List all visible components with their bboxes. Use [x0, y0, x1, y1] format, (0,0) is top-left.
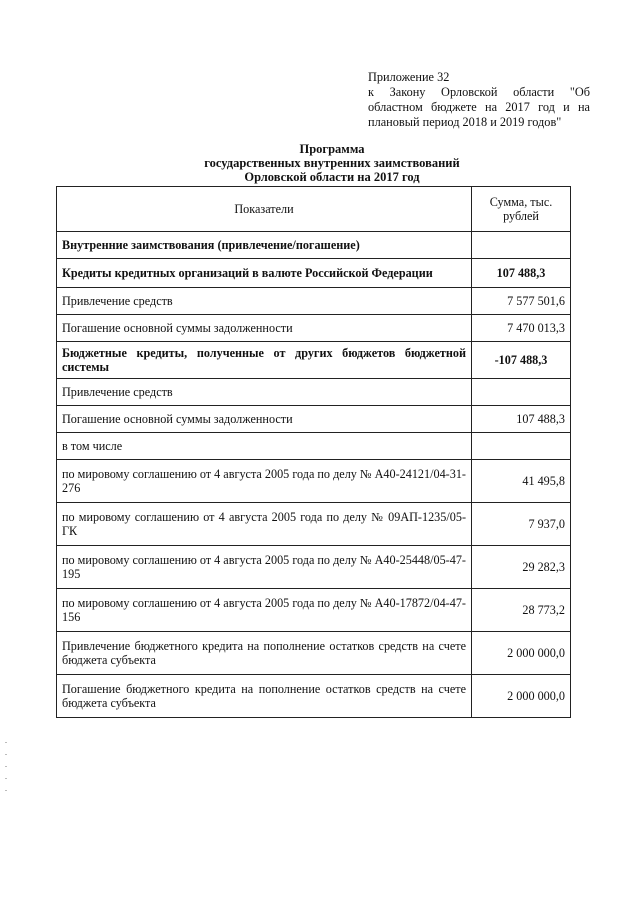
row-value: 107 488,3 — [472, 259, 571, 288]
title-line-3: Орловской области на 2017 год — [244, 170, 420, 184]
row-label: по мировому соглашению от 4 августа 2005 года по делу № А40-17872/04-47-156 — [57, 589, 472, 632]
row-value: 2 000 000,0 — [472, 632, 571, 675]
row-value — [472, 232, 571, 259]
row-label: по мировому соглашению от 4 августа 2005 года по делу № А40-25448/05-47-195 — [57, 546, 472, 589]
table-row — [57, 546, 571, 589]
row-value: 28 773,2 — [472, 589, 571, 632]
row-label: Привлечение бюджетного кредита на пополнение остатков средств на счете бюджета субъекта — [57, 632, 472, 675]
table-row — [57, 342, 571, 379]
appendix-law-reference: к Закону Орловской области "Об областном бюджете на 2017 год и на плановый период 2018 и 2019 годов" — [368, 85, 590, 129]
row-label: Погашение бюджетного кредита на пополнение остатков средств на счете бюджета субъекта — [57, 675, 472, 718]
row-value: 7 470 013,3 — [472, 315, 571, 342]
table-row — [57, 259, 571, 288]
header-sum — [472, 187, 571, 232]
title-line-2: государственных внутренних заимствований — [204, 156, 460, 170]
appendix-number: Приложение 32 — [368, 70, 450, 84]
row-label: Кредиты кредитных организаций в валюте Российской Федерации — [57, 259, 472, 288]
table-row — [57, 232, 571, 259]
table-row — [57, 675, 571, 718]
table-row — [57, 315, 571, 342]
table-row — [57, 433, 571, 460]
row-value: -107 488,3 — [472, 342, 571, 379]
row-label: Внутренние заимствования (привлечение/погашение) — [57, 232, 472, 259]
row-label: в том числе — [57, 433, 472, 460]
row-value: 2 000 000,0 — [472, 675, 571, 718]
header-sum-label: Сумма, тыс. рублей — [489, 195, 553, 223]
row-value — [472, 433, 571, 460]
table-row — [57, 503, 571, 546]
row-value: 7 937,0 — [472, 503, 571, 546]
scan-edge-marks — [5, 742, 7, 802]
row-label: по мировому соглашению от 4 августа 2005 года по делу № 09АП-1235/05-ГК — [57, 503, 472, 546]
table-row — [57, 589, 571, 632]
row-value: 41 495,8 — [472, 460, 571, 503]
table-row — [57, 460, 571, 503]
row-label: по мировому соглашению от 4 августа 2005 года по делу № А40-24121/04-31-276 — [57, 460, 472, 503]
row-label: Погашение основной суммы задолженности — [57, 406, 472, 433]
header-indicators: Показатели — [57, 187, 472, 232]
borrowing-program-table — [56, 186, 571, 718]
row-label: Привлечение средств — [57, 379, 472, 406]
row-value: 7 577 501,6 — [472, 288, 571, 315]
table-header-row — [57, 187, 571, 232]
row-value: 29 282,3 — [472, 546, 571, 589]
appendix-reference — [368, 70, 590, 130]
row-label: Бюджетные кредиты, полученные от других бюджетов бюджетной системы — [57, 342, 472, 379]
row-label: Привлечение средств — [57, 288, 472, 315]
row-value: 107 488,3 — [472, 406, 571, 433]
row-label: Погашение основной суммы задолженности — [57, 315, 472, 342]
table-row — [57, 379, 571, 406]
table-row — [57, 632, 571, 675]
table-row — [57, 288, 571, 315]
row-value — [472, 379, 571, 406]
document-title — [0, 142, 640, 184]
title-line-1: Программа — [299, 142, 365, 156]
table-row — [57, 406, 571, 433]
